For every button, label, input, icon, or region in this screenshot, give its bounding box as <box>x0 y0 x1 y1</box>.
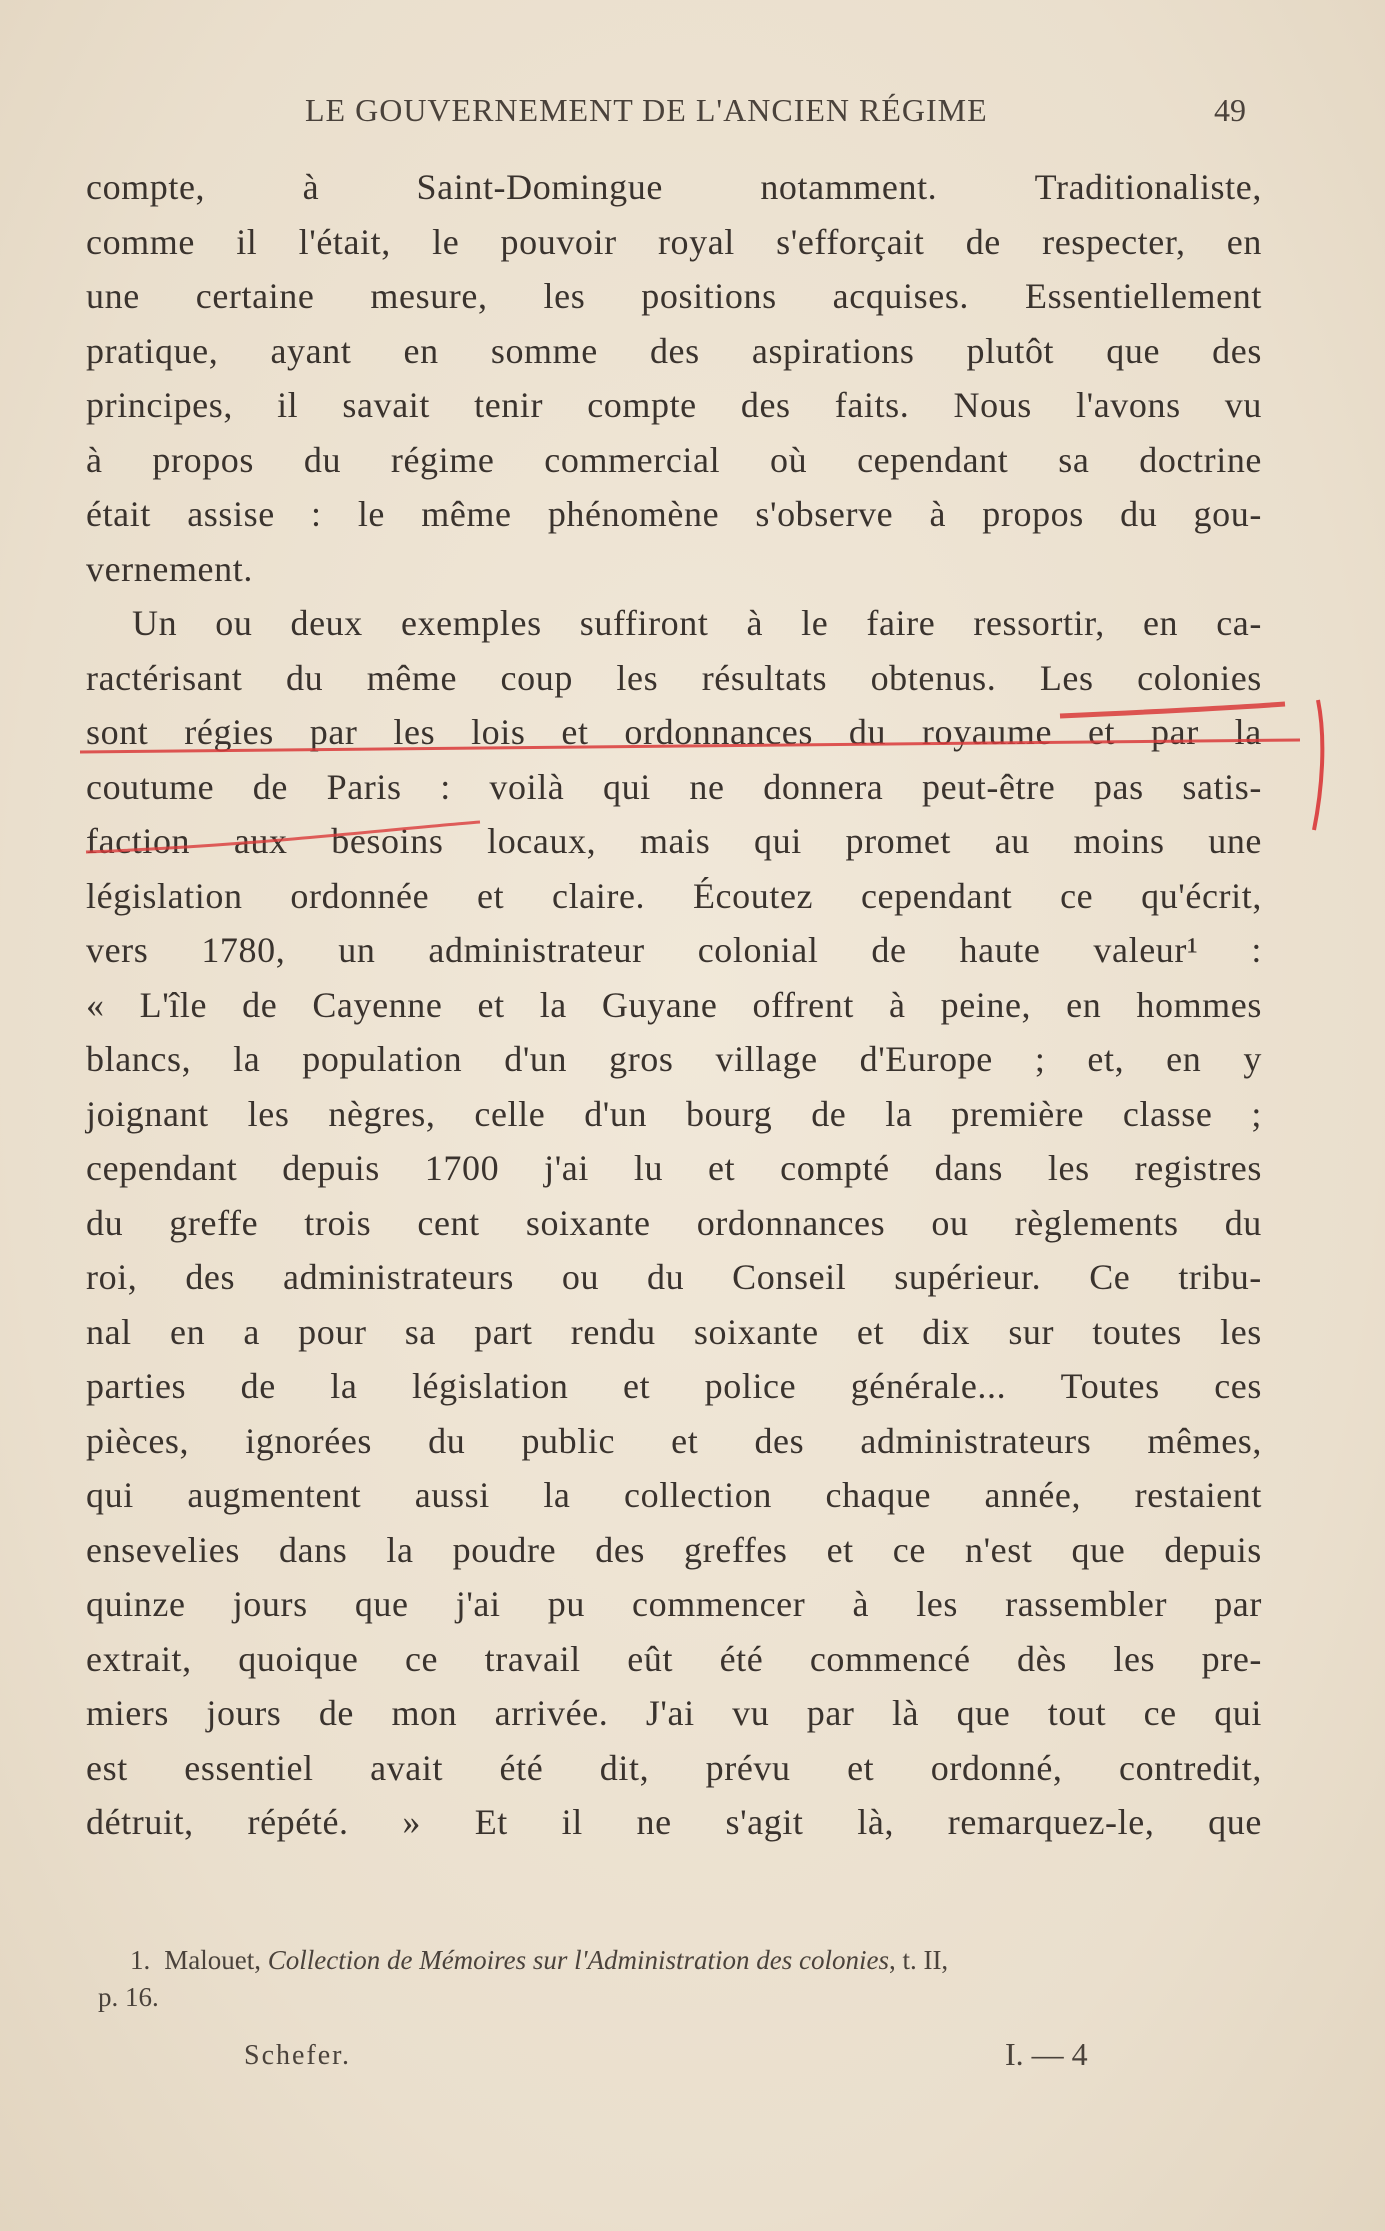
text-line: est essentiel avait été dit, prévu et ordonné, contredit, <box>86 1747 1262 1788</box>
text-line: principes, il savait tenir compte des faits. Nous l'avons vu <box>86 385 1262 425</box>
text-line: quinze jours que j'ai pu commencer à les rassembler par <box>86 1584 1262 1624</box>
text-line: vernement. <box>86 548 253 589</box>
text-line: pièces, ignorées du public et des administrateurs mêmes, <box>86 1420 1262 1461</box>
text-line: nal en a pour sa part rendu soixante et dix sur toutes les <box>86 1311 1262 1352</box>
signature-name: Schefer. <box>244 2040 351 2071</box>
signature-mark: I. — 4 <box>1005 2036 1088 2072</box>
text-line: législation ordonnée et claire. Écoutez cependant ce qu'écrit, <box>86 875 1262 916</box>
text-line: à propos du régime commercial où cependant sa doctrine <box>86 439 1262 480</box>
footnote <box>130 1940 1270 1980</box>
footnote-title: Collection de Mémoires sur l'Administration des colonies <box>267 1945 889 1975</box>
text-line: une certaine mesure, les positions acquises. Essentiellement <box>86 276 1262 316</box>
text-line: pratique, ayant en somme des aspirations plutôt que des <box>86 330 1262 371</box>
text-line: faction aux besoins locaux, mais qui promet au moins une <box>86 821 1262 861</box>
footnote-number: 1. <box>130 1945 151 1975</box>
text-line: sont régies par les lois et ordonnances du royaume et par la <box>86 712 1262 752</box>
text-line: qui augmentent aussi la collection chaque année, restaient <box>86 1475 1262 1515</box>
body-text <box>86 160 1262 1850</box>
text-line: compte, à Saint-Domingue notamment. Traditionaliste, <box>86 167 1262 207</box>
text-line: ensevelies dans la poudre des greffes et ce n'est que depuis <box>86 1529 1262 1570</box>
text-line: vers 1780, un administrateur colonial de haute valeur¹ : <box>86 930 1262 970</box>
text-line: comme il l'était, le pouvoir royal s'efforçait de respecter, en <box>86 221 1262 262</box>
footnote-continuation: p. 16. <box>98 1982 159 2012</box>
text-line: était assise : le même phénomène s'observe à propos du gou- <box>86 494 1262 534</box>
text-line: joignant les nègres, celle d'un bourg de la première classe ; <box>86 1093 1262 1134</box>
footnote-rest: , t. II, <box>888 1945 949 1975</box>
text-line: ractérisant du même coup les résultats obtenus. Les colonies <box>86 657 1262 698</box>
text-line: parties de la législation et police générale... Toutes ces <box>86 1366 1262 1406</box>
text-line: « L'île de Cayenne et la Guyane offrent à peine, en hommes <box>86 984 1262 1025</box>
text-line: extrait, quoique ce travail eût été commencé dès les pre- <box>86 1638 1262 1679</box>
text-line: cependant depuis 1700 j'ai lu et compté dans les registres <box>86 1148 1262 1188</box>
red-bracket <box>1314 700 1322 830</box>
page-number: 49 <box>1214 92 1246 128</box>
text-line: blancs, la population d'un gros village d'Europe ; et, en y <box>86 1039 1262 1079</box>
text-line: Un ou deux exemples suffiront à le faire ressortir, en ca- <box>132 603 1262 643</box>
text-line: miers jours de mon arrivée. J'ai vu par là que tout ce qui <box>86 1693 1262 1733</box>
running-head: LE GOUVERNEMENT DE L'ANCIEN RÉGIME <box>305 92 988 128</box>
text-line: détruit, répété. » Et il ne s'agit là, remarquez-le, que <box>86 1802 1262 1842</box>
text-line: du greffe trois cent soixante ordonnances ou règlements du <box>86 1202 1262 1243</box>
footnote-author: Malouet, <box>164 1945 261 1975</box>
text-line: roi, des administrateurs ou du Conseil supérieur. Ce tribu- <box>86 1257 1262 1297</box>
text-line: coutume de Paris : voilà qui ne donnera peut-être pas satis- <box>86 766 1262 807</box>
